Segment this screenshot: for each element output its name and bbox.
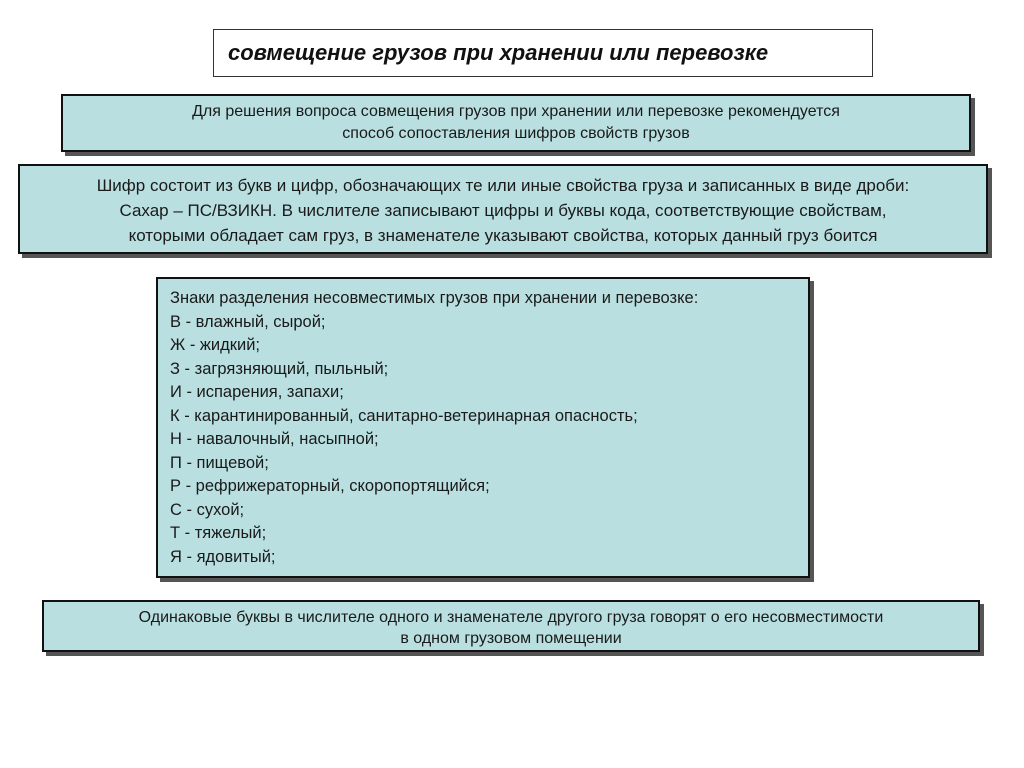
sign-item: И - испарения, запахи; <box>170 383 344 401</box>
conclusion-line: в одном грузовом помещении <box>400 630 622 647</box>
slide-title <box>213 29 873 77</box>
sign-item: Р - рефрижераторный, скоропортящийся; <box>170 477 490 495</box>
signs-panel <box>156 277 810 578</box>
cipher-line: которыми обладает сам груз, в знаменателе указывают свойства, которых данный груз боится <box>128 226 878 245</box>
sign-item: Я - ядовитый; <box>170 547 276 566</box>
sign-item: К - карантинированный, санитарно-ветеринарная опасность; <box>170 406 638 425</box>
sign-item: Н - навалочный, насыпной; <box>170 430 379 448</box>
sign-item: З - загрязняющий, пыльный; <box>170 359 389 378</box>
cipher-line: Сахар – ПС/ВЗИКН. В числителе записывают цифры и буквы кода, соответствующие свойствам, <box>119 201 887 220</box>
signs-heading: Знаки разделения несовместимых грузов при хранении и перевозке: <box>170 289 699 307</box>
cipher-panel <box>18 164 988 254</box>
cipher-line: Шифр состоит из букв и цифр, обозначающих те или иные свойства груза и записанных в виде дроби: <box>96 176 910 195</box>
intro-panel <box>61 94 971 152</box>
sign-item: Т - тяжелый; <box>170 524 267 542</box>
conclusion-line: Одинаковые буквы в числителе одного и знаменателе другого груза говорят о его несовместимости <box>138 609 884 626</box>
slide-title-text: совмещение грузов при хранении или перевозке <box>228 40 769 65</box>
sign-item: В - влажный, сырой; <box>170 312 326 331</box>
sign-item: Ж - жидкий; <box>170 336 261 354</box>
sign-item: С - сухой; <box>170 500 245 519</box>
intro-line: Для решения вопроса совмещения грузов при хранении или перевозке рекомендуется <box>192 103 840 120</box>
conclusion-panel <box>42 600 980 652</box>
sign-item: П - пищевой; <box>170 453 269 472</box>
intro-line: способ сопоставления шифров свойств грузов <box>342 125 690 142</box>
